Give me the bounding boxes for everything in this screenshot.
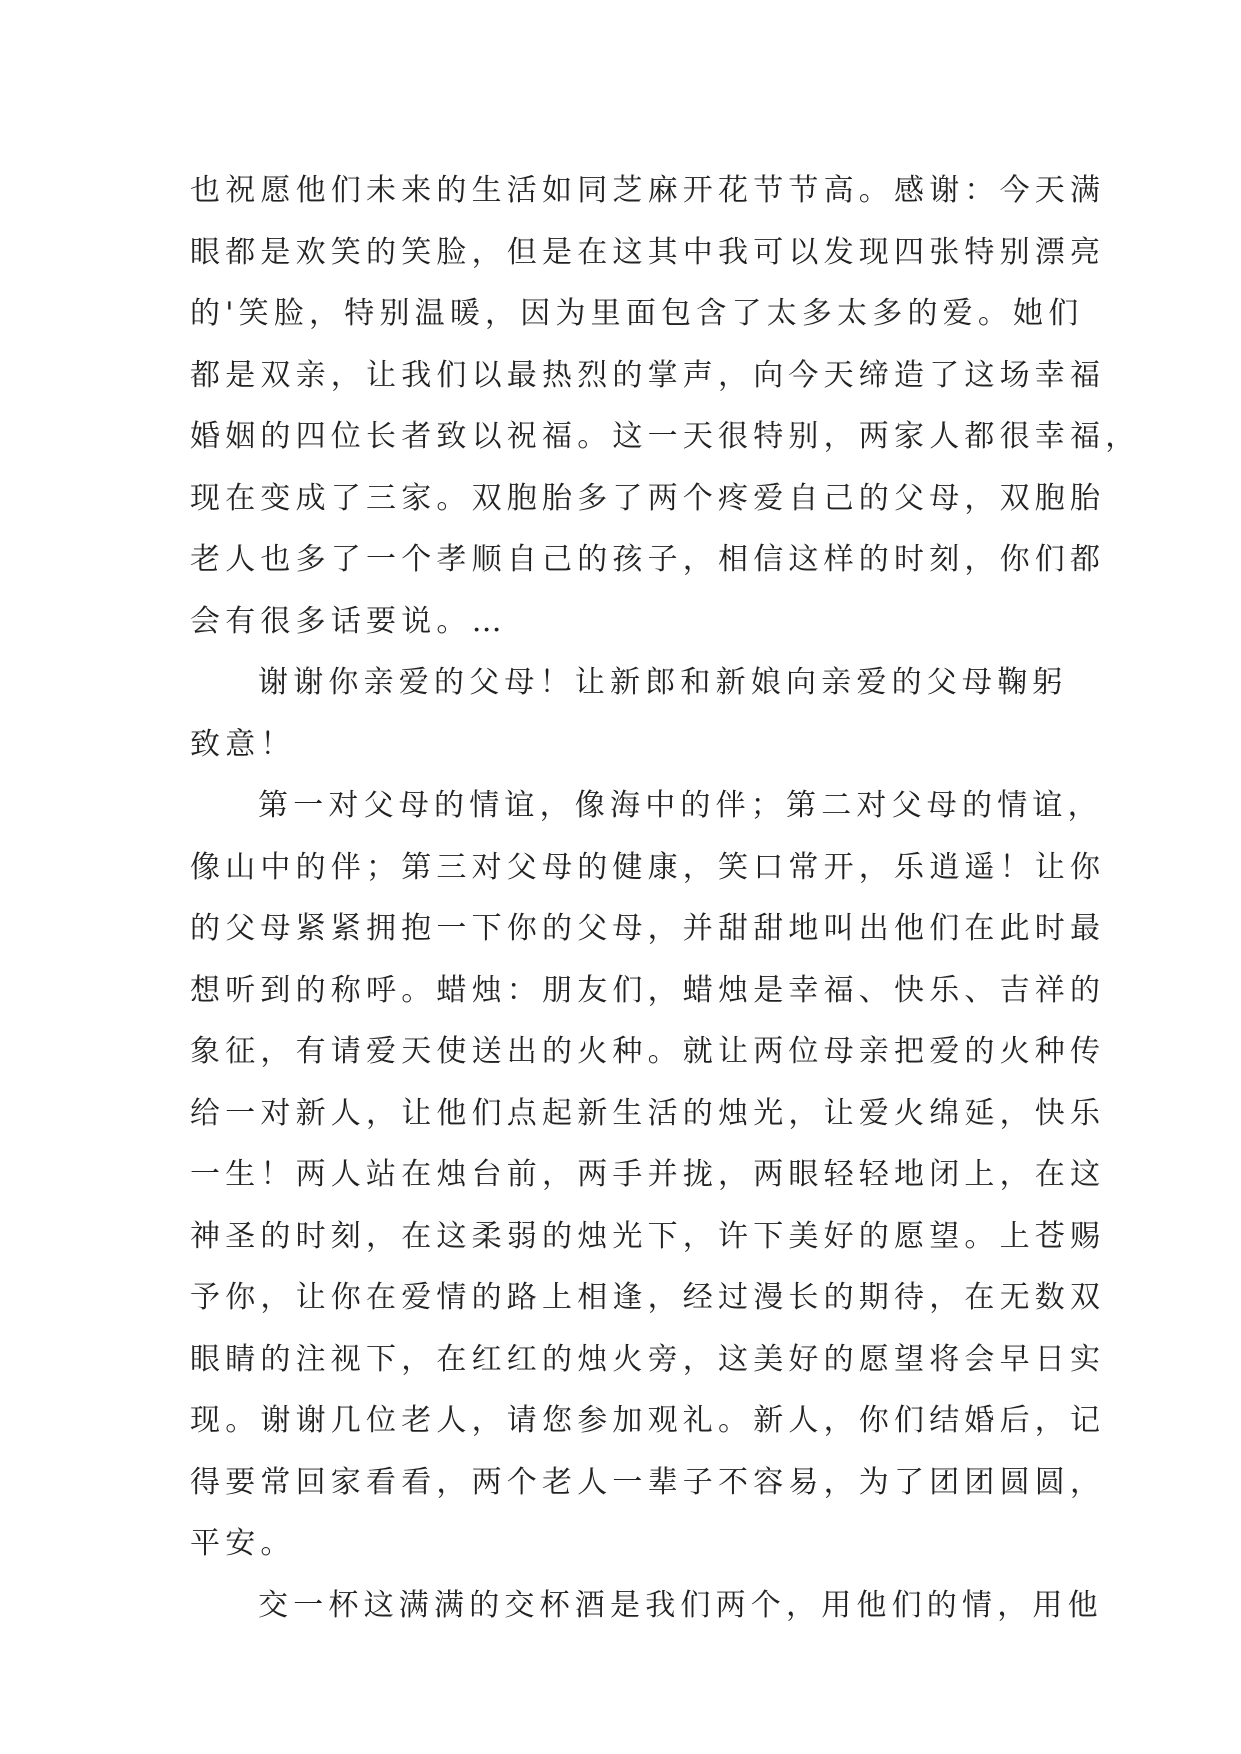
text-line: 婚姻的四位长者致以祝福。这一天很特别，两家人都很幸福， (190, 419, 1141, 454)
text-line: 现。谢谢几位老人，请您参加观礼。新人，你们结婚后，记 (190, 1403, 1106, 1438)
text-line: 眼都是欢笑的笑脸，但是在这其中我可以发现四张特别漂亮 (190, 234, 1106, 270)
text-line: 致意！ (190, 726, 296, 762)
text-line: 现在变成了三家。双胞胎多了两个疼爱自己的父母，双胞胎 (190, 480, 1106, 516)
text-line: 也祝愿他们未来的生活如同芝麻开花节节高。感谢：今天满 (190, 173, 1106, 208)
text-line: 象征，有请爱天使送出的火种。就让两位母亲把爱的火种传 (190, 1034, 1106, 1069)
paragraph-start-line: 谢谢你亲爱的父母！让新郎和新娘向亲爱的父母鞠躬 (258, 665, 1068, 700)
paragraph-start-line: 交一杯这满满的交杯酒是我们两个，用他们的情，用他 (258, 1587, 1103, 1623)
text-line: 予你，让你在爱情的路上相逢，经过漫长的期待，在无数双 (190, 1280, 1106, 1315)
text-line: 的'笑脸，特别温暖，因为里面包含了太多太多的爱。她们 (190, 296, 1084, 331)
document-body (190, 160, 1141, 1636)
text-line: 神圣的时刻，在这柔弱的烛光下，许下美好的愿望。上苍赐 (190, 1218, 1106, 1254)
text-line: 得要常回家看看，两个老人一辈子不容易，为了团团圆圆， (190, 1464, 1106, 1500)
text-line: 想听到的称呼。蜡烛：朋友们，蜡烛是幸福、快乐、吉祥的 (190, 972, 1106, 1008)
text-line: 都是双亲，让我们以最热烈的掌声，向今天缔造了这场幸福 (190, 357, 1106, 393)
text-line: 老人也多了一个孝顺自己的孩子，相信这样的时刻，你们都 (190, 542, 1106, 577)
paragraph-start-line: 第一对父母的情谊，像海中的伴；第二对父母的情谊， (258, 788, 1103, 823)
text-line: 一生！两人站在烛台前，两手并拢，两眼轻轻地闭上，在这 (190, 1157, 1106, 1192)
text-line: 给一对新人，让他们点起新生活的烛光，让爱火绵延，快乐 (190, 1095, 1106, 1131)
text-line: 会有很多话要说。… (190, 603, 507, 639)
text-line: 的父母紧紧拥抱一下你的父母，并甜甜地叫出他们在此时最 (190, 911, 1106, 946)
text-line: 眼睛的注视下，在红红的烛火旁，这美好的愿望将会早日实 (190, 1341, 1106, 1377)
text-line: 像山中的伴；第三对父母的健康，笑口常开，乐逍遥！让你 (190, 849, 1106, 885)
text-line: 平安。 (190, 1526, 296, 1561)
